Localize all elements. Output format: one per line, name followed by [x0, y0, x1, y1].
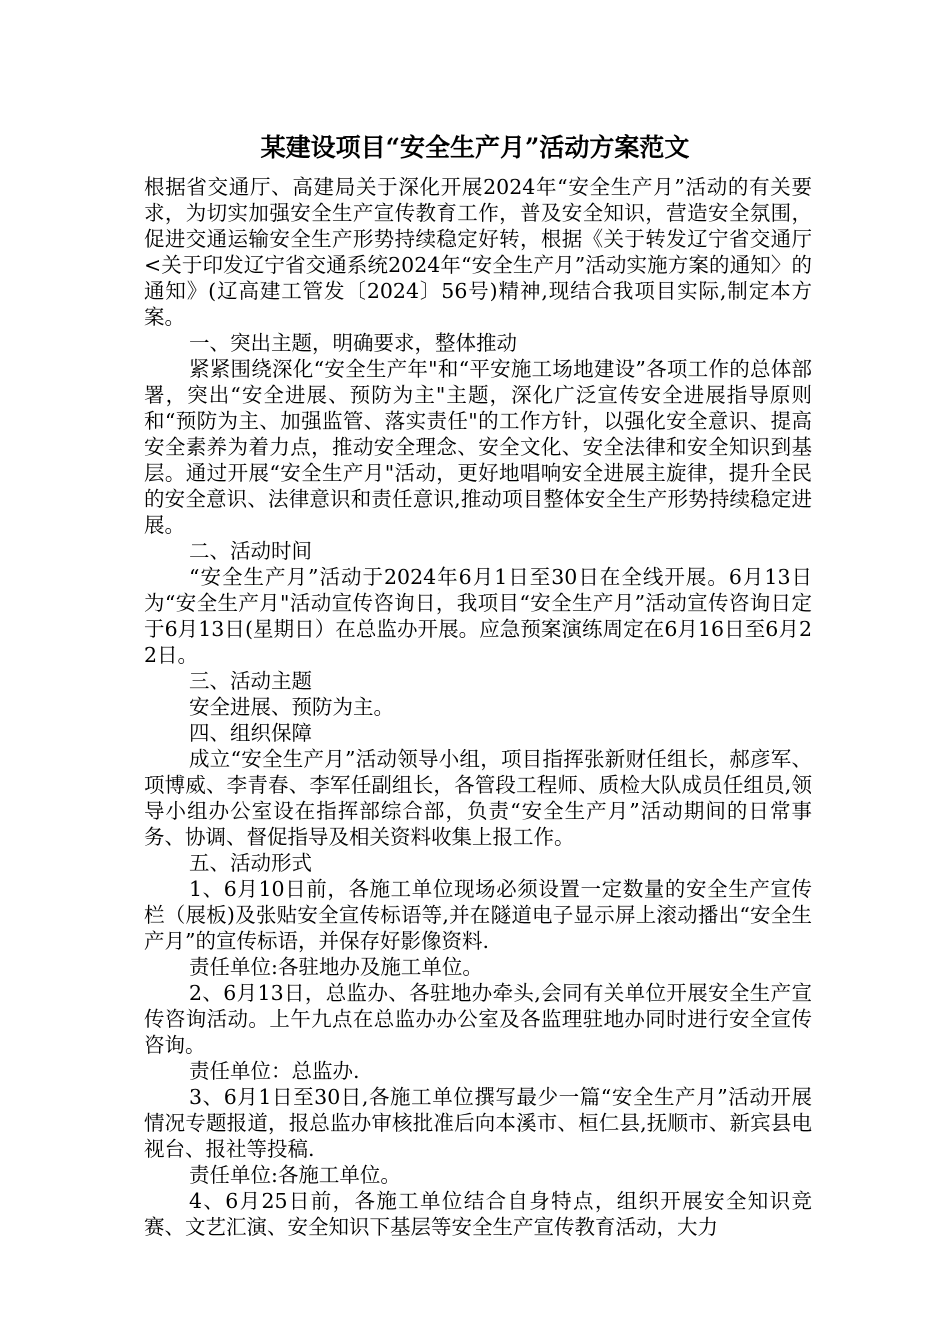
paragraph: 责任单位：总监办.	[189, 1059, 360, 1083]
section-heading-4: 四、组织保障	[189, 721, 312, 745]
section-heading-1: 一、突出主题，明确要求，整体推动	[189, 331, 517, 355]
paragraph: 3、6月1日至30日,各施工单位撰写最少一篇“安全生产月”活动开展情况专题报道，报总监办审核批准后向本溪市、桓仁县,抚顺市、新宾县电视台、报社等投稿.	[144, 1085, 812, 1161]
document-body	[144, 174, 812, 1240]
paragraph: 责任单位:各驻地办及施工单位。	[189, 955, 483, 979]
paragraph: “安全生产月”活动于2024年6月1日至30日在全线开展。6月13日为“安全生产月"活动宣传咨询日，我项目“安全生产月”活动宣传咨询日定于6月13日(星期日）在总监办开展。应急预案演练周定在6月16日至6月22日。	[144, 565, 812, 667]
section-heading-3: 三、活动主题	[189, 669, 312, 693]
document-title: 某建设项目“安全生产月”活动方案范文	[260, 133, 690, 162]
paragraph: 安全进展、预防为主。	[189, 695, 394, 719]
paragraph: 1、6月10日前，各施工单位现场必须设置一定数量的安全生产宣传栏（展板)及张贴安全宣传标语等,并在隧道电子显示屏上滚动播出“安全生产月”的宣传标语，并保存好影像资料.	[144, 877, 812, 953]
paragraph: 4、6月25日前，各施工单位结合自身特点，组织开展安全知识竞赛、文艺汇演、安全知识下基层等安全生产宣传教育活动，大力	[144, 1189, 812, 1239]
paragraph: 紧紧围绕深化“安全生产年"和“平安施工场地建设”各项工作的总体部署，突出“安全进展、预防为主"主题，深化广泛宣传安全进展指导原则和“预防为主、加强监管、落实责任"的工作方针，以强化安全意识、提高安全素养为着力点，推动安全理念、安全文化、安全法律和安全知识到基层。通过开展“安全生产月"活动，更好地唱响安全进展主旋律，提升全民的安全意识、法律意识和责任意识,推动项目整体安全生产形势持续稳定进展。	[144, 357, 812, 537]
paragraph: 2、6月13日，总监办、各驻地办牵头,会同有关单位开展安全生产宣传咨询活动。上午九点在总监办办公室及各监理驻地办同时进行安全宣传咨询。	[144, 981, 812, 1057]
paragraph-intro: 根据省交通厅、高建局关于深化开展2024年“安全生产月”活动的有关要求，为切实加强安全生产宣传教育工作，普及安全知识，营造安全氛围，促进交通运输安全生产形势持续稳定好转，根据《关于转发辽宁省交通厅<关于印发辽宁省交通系统2024年“安全生产月”活动实施方案的通知〉的通知》(辽高建工管发〔2024〕56号)精神,现结合我项目实际,制定本方案。	[144, 175, 812, 329]
section-heading-5: 五、活动形式	[189, 851, 312, 875]
paragraph: 成立“安全生产月”活动领导小组，项目指挥张新财任组长，郝彦军、项博威、李青春、李军任副组长，各管段工程师、质检大队成员任组员,领导小组办公室设在指挥部综合部，负责“安全生产月”活动期间的日常事务、协调、督促指导及相关资料收集上报工作。	[144, 747, 812, 849]
paragraph: 责任单位:各施工单位。	[189, 1163, 401, 1187]
section-heading-2: 二、活动时间	[189, 539, 312, 563]
